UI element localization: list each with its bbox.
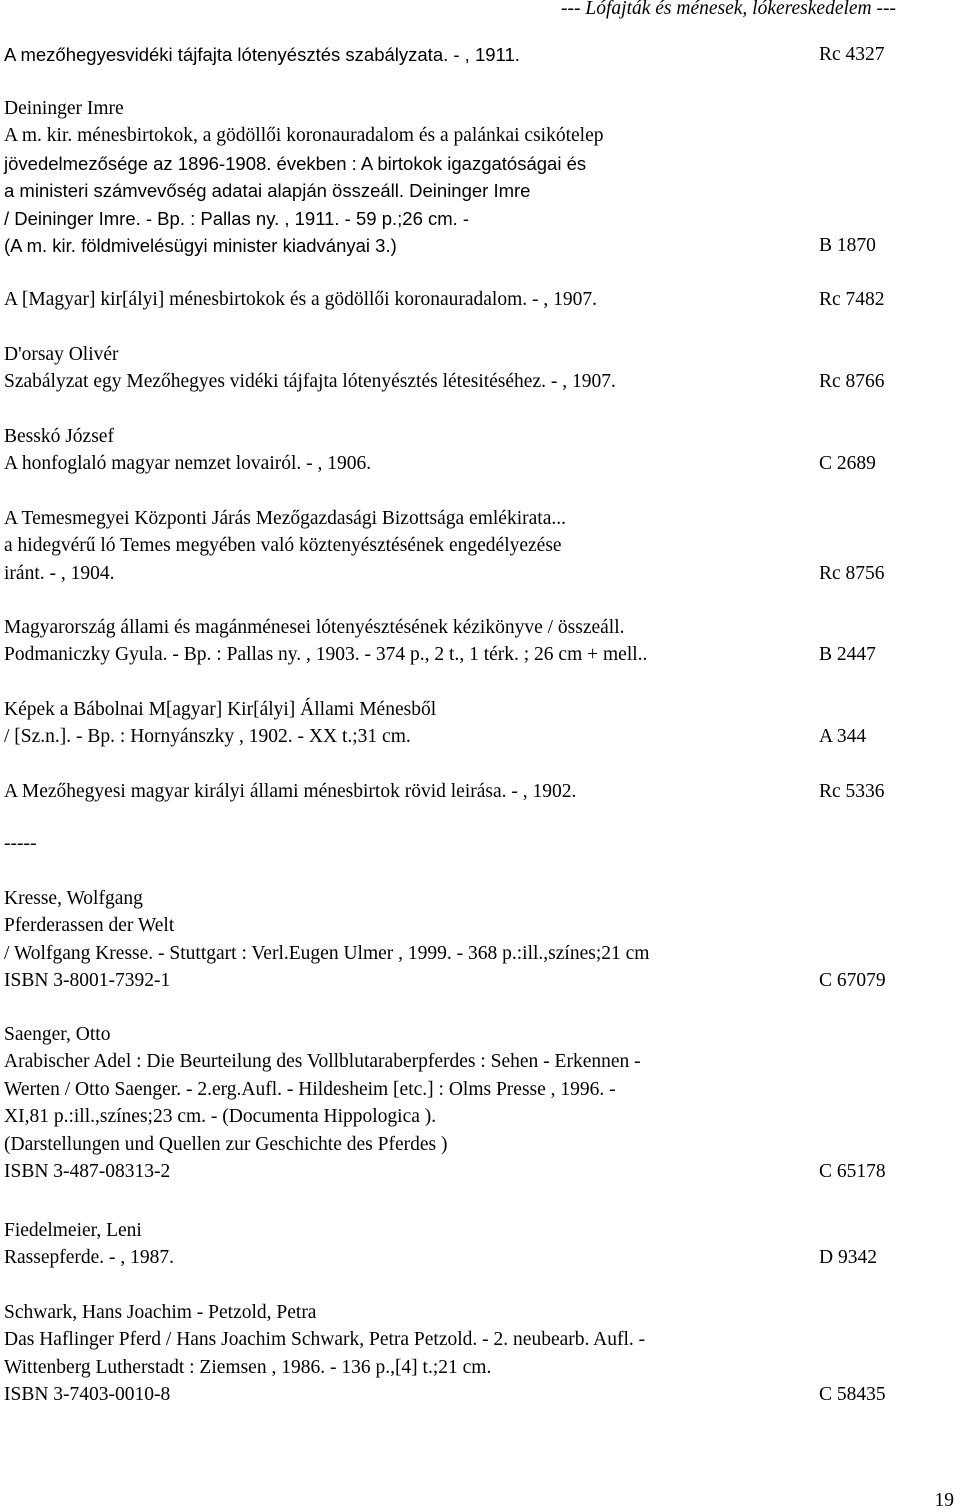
entry-line — [4, 560, 904, 587]
entry-line-text: ISBN 3-8001-7392-1 — [4, 970, 171, 992]
entry-line-text: ISBN 3-7403-0010-8 — [4, 1384, 171, 1406]
entry-line — [4, 1158, 904, 1185]
entry-line: A m. kir. ménesbirtokok, a gödöllői koronauradalom és a palánkai csikótelep — [4, 125, 604, 147]
entry-line-text: iránt. - , 1904. — [4, 562, 115, 584]
call-number: C 67079 — [819, 970, 886, 992]
entry-line: Besskó József — [4, 426, 114, 447]
catalog-entry — [4, 41, 904, 68]
entry-line: Saenger, Otto — [4, 1024, 111, 1045]
entry-line: Schwark, Hans Joachim - Petzold, Petra — [4, 1302, 317, 1323]
catalog-entry — [4, 1217, 904, 1272]
call-number: Rc 7482 — [819, 289, 885, 310]
entry-line: Fiedelmeier, Leni — [4, 1220, 142, 1241]
entry-line: D'orsay Olivér — [4, 344, 119, 365]
entry-line: Kresse, Wolfgang — [4, 888, 143, 909]
entry-line-text: A Mezőhegyesi magyar királyi állami ménesbirtok rövid leirása. - , 1902. — [4, 781, 577, 802]
entry-line-text: Rassepferde. - , 1987. — [4, 1247, 175, 1269]
entry-line: Deininger Imre — [4, 98, 124, 119]
entry-line-text: A honfoglaló magyar nemzet lovairól. - , 1906. — [4, 453, 372, 475]
call-number: B 2447 — [819, 644, 876, 666]
call-number: Rc 5336 — [819, 781, 885, 802]
entry-line — [4, 286, 904, 313]
call-number: Rc 8766 — [819, 371, 885, 393]
entry-line-text: ISBN 3-487-08313-2 — [4, 1160, 171, 1182]
entry-line-text: / [Sz.n.]. - Bp. : Hornyánszky , 1902. - XX t.;31 cm. — [4, 726, 411, 748]
call-number: C 58435 — [819, 1384, 886, 1406]
entry-line — [4, 368, 904, 395]
entry-line: / Deininger Imre. - Bp. : Pallas ny. , 1911. - 59 p.;26 cm. - — [4, 207, 470, 229]
entry-line: (Darstellungen und Quellen zur Geschichte des Pferdes ) — [4, 1133, 448, 1155]
catalog-entry — [4, 423, 904, 478]
catalog-entry — [4, 286, 904, 313]
entry-line: / Wolfgang Kresse. - Stuttgart : Verl.Eugen Ulmer , 1999. - 368 p.:ill.,színes;21 cm — [4, 942, 650, 964]
entry-line: XI,81 p.:ill.,színes;23 cm. - (Documenta Hippologica ). — [4, 1106, 437, 1128]
entry-line: Magyarország állami és magánménesei lótenyésztésének kézikönyve / összeáll. — [4, 617, 625, 638]
entry-line — [4, 778, 904, 805]
catalog-entry — [4, 1299, 904, 1409]
entry-line — [4, 723, 904, 750]
page-number: 19 — [934, 1490, 954, 1511]
catalog-entry — [4, 885, 904, 995]
entry-line: Werten / Otto Saenger. - 2.erg.Aufl. - Hildesheim [etc.] : Olms Presse , 1996. - — [4, 1078, 616, 1100]
entry-line — [4, 232, 904, 259]
call-number: Rc 4327 — [819, 44, 885, 65]
entry-line: Wittenberg Lutherstadt : Ziemsen , 1986. - 136 p.,[4] t.;21 cm. — [4, 1356, 492, 1378]
call-number: A 344 — [819, 726, 867, 748]
entry-line: jövedelmezősége az 1896-1908. években : A birtokok igazgatóságai és — [4, 152, 587, 174]
entry-line — [4, 41, 904, 68]
entry-line — [4, 450, 904, 477]
catalog-entry — [4, 614, 904, 669]
entry-line: Das Haflinger Pferd / Hans Joachim Schwark, Petra Petzold. - 2. neubearb. Aufl. - — [4, 1329, 646, 1351]
call-number: B 1870 — [819, 234, 876, 256]
entry-line: A Temesmegyei Központi Járás Mezőgazdasági Bizottsága emlékirata... — [4, 508, 566, 529]
entry-line: a hidegvérű ló Temes megyében való köztenyésztésének engedélyezése — [4, 535, 562, 557]
page-header: --- Lófajták és ménesek, lókereskedelem --- — [561, 0, 896, 19]
catalog-entry — [4, 341, 904, 396]
entry-line-text: Podmaniczky Gyula. - Bp. : Pallas ny. , 1903. - 374 p., 2 t., 1 térk. ; 26 cm + mell.. — [4, 644, 648, 666]
catalog-entry — [4, 830, 904, 857]
entry-line — [4, 641, 904, 668]
entry-line — [4, 1381, 904, 1408]
call-number: D 9342 — [819, 1247, 877, 1269]
entry-line-text: (A m. kir. földmivelésügyi minister kiadványai 3.) — [4, 234, 397, 256]
call-number: C 2689 — [819, 453, 876, 475]
catalog-entry — [4, 696, 904, 751]
entry-line-text: A mezőhegyesvidéki tájfajta lótenyésztés szabályzata. - , 1911. — [4, 44, 520, 65]
call-number: Rc 8756 — [819, 562, 885, 584]
entry-line — [4, 967, 904, 994]
catalog-entry — [4, 505, 904, 587]
entry-line: a ministeri számvevőség adatai alapján összeáll. Deininger Imre — [4, 180, 531, 202]
entry-line: Pferderassen der Welt — [4, 915, 175, 937]
entry-line-text: A [Magyar] kir[ályi] ménesbirtokok és a gödöllői koronauradalom. - , 1907. — [4, 289, 597, 310]
catalog-entry — [4, 1021, 904, 1185]
entry-line — [4, 1244, 904, 1271]
catalog-entry — [4, 95, 904, 259]
entry-line: Arabischer Adel : Die Beurteilung des Vollblutaraberpferdes : Sehen - Erkennen - — [4, 1051, 641, 1073]
entry-line: ----- — [4, 833, 37, 854]
catalog-entry — [4, 778, 904, 805]
entry-line-text: Szabályzat egy Mezőhegyes vidéki tájfajta lótenyésztés létesitéséhez. - , 1907. — [4, 371, 616, 393]
call-number: C 65178 — [819, 1160, 886, 1182]
entry-line: Képek a Bábolnai M[agyar] Kir[ályi] Állami Ménesből — [4, 699, 437, 720]
